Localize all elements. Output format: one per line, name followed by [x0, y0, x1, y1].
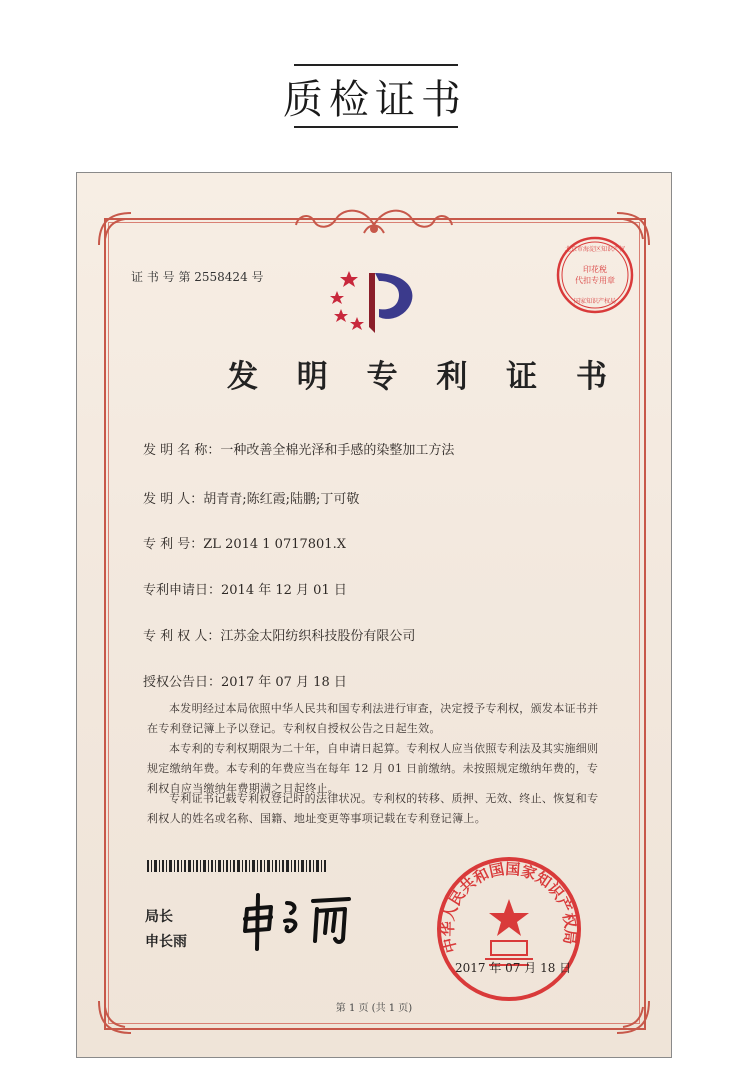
issue-date: 2017 年 07 月 18 日	[455, 961, 572, 975]
svg-text:国家知识产权局: 国家知识产权局	[573, 298, 617, 305]
agency-stamp	[555, 235, 635, 315]
field-patent-number	[143, 533, 346, 552]
field-value: 胡青青;陈红霞;陆鹏;丁可敬	[203, 492, 360, 507]
patent-office-logo-icon	[327, 263, 427, 343]
director-signature	[237, 889, 387, 953]
field-value: 2017 年 07 月 18 日	[221, 675, 347, 690]
barcode-icon	[147, 860, 329, 872]
patent-certificate	[76, 172, 672, 1058]
field-value: 江苏金太阳纺织科技股份有限公司	[220, 629, 416, 644]
page-heading: 质检证书	[283, 77, 467, 123]
legal-paragraph: 专利证书记载专利权登记时的法律状况。专利权的转移、质押、无效、终止、恢复和专利权人的姓名或名称、国籍、地址变更等事项记载在专利登记簿上。	[147, 792, 599, 825]
field-value: 2014 年 12 月 01 日	[221, 583, 347, 598]
field-application-date	[143, 579, 347, 598]
field-value: 一种改善全棉光泽和手感的染整加工方法	[220, 443, 455, 458]
field-label: 发 明 人：	[143, 492, 204, 507]
field-label: 专 利 权 人：	[143, 629, 221, 644]
corner-ornament-icon	[95, 209, 135, 249]
svg-text:北京市海淀区知识产权: 北京市海淀区知识产权	[564, 246, 626, 253]
page-number: 第 1 页 (共 1 页)	[335, 1003, 413, 1014]
field-label: 授权公告日：	[143, 675, 222, 690]
field-patentee	[143, 625, 415, 644]
director-name: 申长雨	[145, 934, 187, 950]
svg-text:代扣专用章: 代扣专用章	[575, 276, 615, 285]
field-label: 专 利 号：	[143, 537, 204, 552]
svg-text:印花税: 印花税	[583, 265, 607, 274]
field-grant-date	[143, 671, 347, 690]
director-title: 局长	[145, 909, 173, 925]
field-label: 发 明 名 称：	[143, 443, 221, 458]
field-inventors	[143, 488, 359, 507]
field-invention-name	[143, 439, 454, 458]
certificate-title: 发 明 专 利 证 书	[227, 359, 621, 395]
heading-rule-bottom	[294, 126, 458, 128]
legal-paragraph: 本专利的专利权期限为二十年，自申请日起算。专利权人应当依照专利法及其实施细则规定缴纳年费。本专利的年费应当在每年 12 月 01 日前缴纳。未按照规定缴纳年费的，专利权自应当缴纳年费期满之日起终止。	[147, 742, 599, 795]
top-ornament-icon	[274, 203, 474, 243]
certificate-number: 证 书 号 第 2558424 号	[131, 270, 264, 284]
official-seal	[435, 855, 583, 1003]
field-label: 专利申请日：	[143, 583, 222, 598]
legal-paragraph: 本发明经过本局依照中华人民共和国专利法进行审查，决定授予专利权，颁发本证书并在专利登记簿上予以登记。专利权自授权公告之日起生效。	[147, 702, 599, 735]
svg-text:中华人民共和国国家知识产权局: 中华人民共和国国家知识产权局	[438, 859, 580, 955]
heading-rule-top	[294, 64, 458, 66]
field-value: ZL 2014 1 0717801.X	[203, 537, 346, 552]
